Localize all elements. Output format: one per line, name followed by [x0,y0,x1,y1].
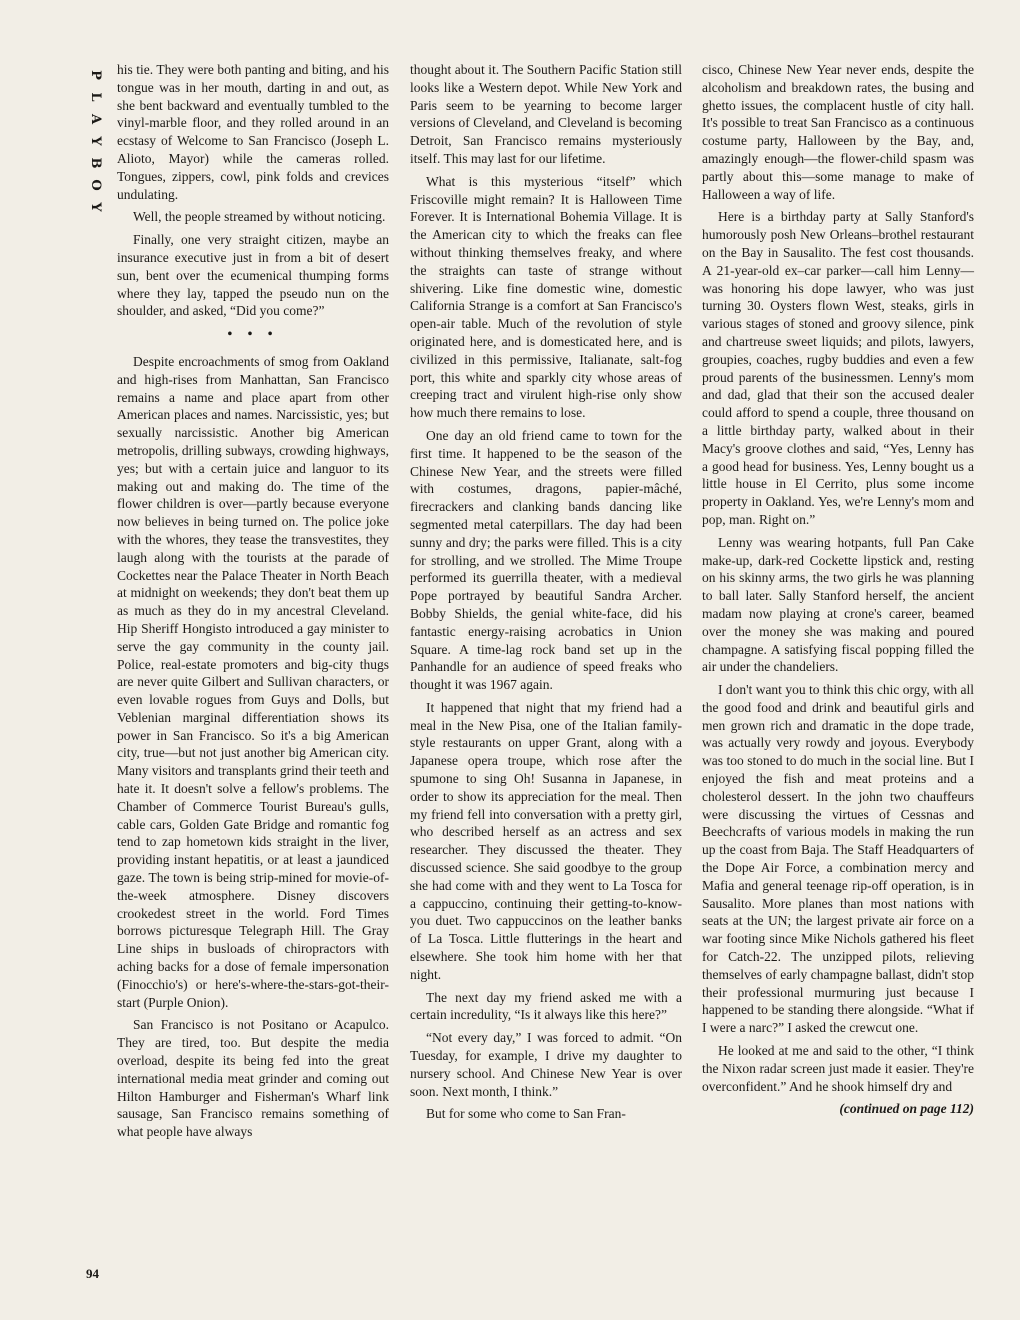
section-break: • • • [227,326,279,342]
paragraph: He looked at me and said to the other, “I think the Nixon radar screen just made it easier. They're overconfident.” And he shook himself dry and [702,1043,974,1094]
paragraph: thought about it. The Southern Pacific Station still looks like a Western depot. While New York and Paris seem to be yearning to become larger versions of Cleveland, and Cleveland is becoming Detroit, San Francisco remains mysteriously itself. This may last for our lifetime. [410,62,682,166]
continued-note: (continued on page 112) [839,1101,974,1117]
masthead-letter: Y [88,136,103,146]
paragraph: I don't want you to think this chic orgy, with all the good food and drink and beautiful girls and men grown rich and dramatic in the dope trade, was actually very rowdy and joyous. Everybody was too stoned to do much in the social line. But I enjoyed the fish and meat proteins and a cholesterol dessert. In the john two chauffeurs were discussing the virtues of Cessnas and Beechcrafts of various models in making the run up the coast from Baja. The Staff Headquarters of the Dope Air Force, a combination mercy and Mafia and general teenage rip-off operation, is in Sausalito. More planes than most nations with seats at the UN; the largest private air force on a war footing since Mike Nichols gathered his fleet for Catch-22. The unzipped pilots, relieving themselves of early champagne ballast, didn't stop their professional murmuring just because I happened to be standing there alongside. “What if I were a narc?” I asked the crewcut one. [702,682,974,1036]
paragraph: Despite encroachments of smog from Oakland and high-rises from Manhattan, San Francisco remains a name and place apart from other American places and names. Narcissistic, yes; but sexually narcissistic. Another big American metropolis, drilling subways, crowding highways, yes; but with a certain juice and languor to its making out and making do. The time of the flower children is over—partly because everyone now believes in being turned on. The police joke with the whores, they tease the transvestites, they laugh along with the tourists at the parade of Cockettes near the Palace Theater in North Beach at midnight on weekends; they don't beat them up as much as they do in my ancestral Cleveland. Hip Sheriff Hongisto introduced a gay minister to serve the gay community in the county jail. Police, real-estate promoters and big-city thugs are never quite Gilbert and Sullivan characters, or even lovable rogues from Guys and Dolls, but Veblenian marginal differentiation shows its power in San Francisco. So it's a big American city, true—but not just another big American city. Many visitors and transplants grind their teeth and hate it. It doesn't solve a fellow's problems. The Chamber of Commerce Tourist Bureau's gulls, cable cars, Golden Gate Bridge and romantic fog tend to zap hometown kids straight in the liver, providing instant hepatitis, or at least a jaundiced gaze. The town is being strip-mined for movie-of-the-week atmosphere. Disney discovers crookedest street in the world. Ford Times borrows picturesque Telegraph Hill. The Gray Line ships in busloads of chiropractors with aching backs for a dose of female impersonation (Finocchio's) or here's-where-the-stars-got-their-start (Purple Onion). [117,353,389,1010]
paragraph: It happened that night that my friend had a meal in the New Pisa, one of the Italian family-style restaurants on upper Grant, along with a Japanese opera troupe, which rose after the spumone to sing Oh! Susanna in Japanese, in order to show its appreciation for the meal. Then my friend fell into conversation with a pretty girl, who described herself as an actress and sex researcher. They discussed the theater. They discussed science. She said goodbye to the group she had come with and they went to La Tosca for a cappuccino, continuing their getting-to-know-you duet. Two cappuccinos on the leather banks of La Tosca. Little flutterings in the heart and elsewhere. She took him home with her that night. [410,699,682,982]
paragraph: his tie. They were both panting and biting, and his tongue was in her mouth, darting in and out, as she bent backward and eventually tumbled to the vinyl-marble floor, and they rolled around in an ecstasy of Welcome to San Francisco (Joseph L. Alioto, Mayor) while the cameras rolled. Tongues, zippers, cowl, pink folds and crevices undulating. [117,62,389,202]
paragraph: cisco, Chinese New Year never ends, despite the alcoholism and breakdown rates, the busing and ghetto issues, the complacent hustle of city hall. It's possible to treat San Francisco as a continuous costume party, Halloween by the Bay, and, amazingly enough—the flower-child spasm was partly about this—some manage to make of Halloween a way of life. [702,62,974,202]
masthead-letter: B [88,157,103,169]
masthead-letter: L [88,92,103,102]
masthead-letter: A [88,113,103,125]
paragraph: But for some who come to San Fran- [426,1106,626,1122]
paragraph: “Not every day,” I was forced to admit. “On Tuesday, for example, I drive my daughter to nursery school. And Chinese New Year is over soon. Next month, I think.” [410,1030,682,1099]
article-column-3 [702,61,974,1118]
page-number: 94 [86,1266,99,1281]
article-column-2 [410,61,682,1128]
masthead [84,64,103,218]
paragraph: One day an old friend came to town for the first time. It happened to be the season of the Chinese New Year, and the streets were filled with costumes, dragons, papier-mâché, firecrackers and clanking bands dancing like segmented metal caterpillars. The day had been sunny and dry; the parks were filled. This is a city for strolling, and we strolled. The Mime Troupe performed its guerrilla theater, with a medieval Pope portrayed by beautiful Sandra Archer. Bobby Shields, the genial white-face, did his fantastic energy-raising acrobatics in Union Square. A time-lag rock band set up in the Panhandle for an audience of speed freaks who thought it was 1967 again. [410,427,682,693]
paragraph: Well, the people streamed by without noticing. [133,209,386,225]
paragraph: Here is a birthday party at Sally Stanford's humorously posh New Orleans–brothel restaurant on the Bay in Sausalito. The fest cost thousands. A 21-year-old ex–car parker—call him Lenny—was honoring his dope lawyer, who was just turning 30. Oysters flown West, steaks, girls in various stages of stoned and groovy silence, pink and chartreuse sweet liquids; and pilots, lawyers, groupies, coaches, rugby buddies and even a few proud parents of the businessmen. Lenny's mom and dad, glad that their son the accused dealer could afford to spend a couple, three thousand on a little birthday party, walked about in their Macy's groove clothes and said, “Yes, Lenny has a good head for business. Yes, Lenny bought us a little house in El Cerrito, plus some income property in Oakland. Yes, we're Lenny's mom and pop, man. Right on.” [702,209,974,527]
article-column-1 [117,61,389,1146]
masthead-letter: O [88,179,103,191]
masthead-letter: Y [88,202,103,212]
paragraph: Finally, one very straight citizen, maybe an insurance executive just in from a bit of desert sun, bent over the ecumenical thumping forms where they lay, tapped the pseudo nun on the shoulder, and asked, “Did you come?” [117,232,389,319]
paragraph: The next day my friend asked me with a certain incredulity, “Is it always like this here?” [410,989,682,1023]
paragraph: Lenny was wearing hotpants, full Pan Cake make-up, dark-red Cockette lipstick and, resting on his skinny arms, the two girls he was planning to ball later. Sally Stanford herself, the ancient madam now playing at crone's career, beamed over the money she was making and poured champagne. A satisfying fiscal popping filled the air under the chandeliers. [702,534,974,675]
paragraph: What is this mysterious “itself” which Friscoville might remain? It is Halloween Time Forever. It is International Bohemia Village. It is the American city to which the freaks can flee without thinking themselves freaky, and where the straights can taste of strange without shivering. Like fine domestic wine, domestic California Strange is a comfort at San Francisco's open-air table. Much of the revolution of style originated here, and is domesticated here, and is civilized in this permissive, Italianate, salt-fog port, this white and sparkly city whose areas of creeping tract and virulent high-rise only show how much there remains to lose. [410,173,682,421]
paragraph: San Francisco is not Positano or Acapulco. They are tired, too. But despite the media overload, despite its being fed into the great international media meat grinder and coming out Hilton Hamburger and Fisherman's Wharf link sausage, San Francisco remains something of what people have always [117,1017,389,1140]
masthead-letter: P [88,70,103,80]
